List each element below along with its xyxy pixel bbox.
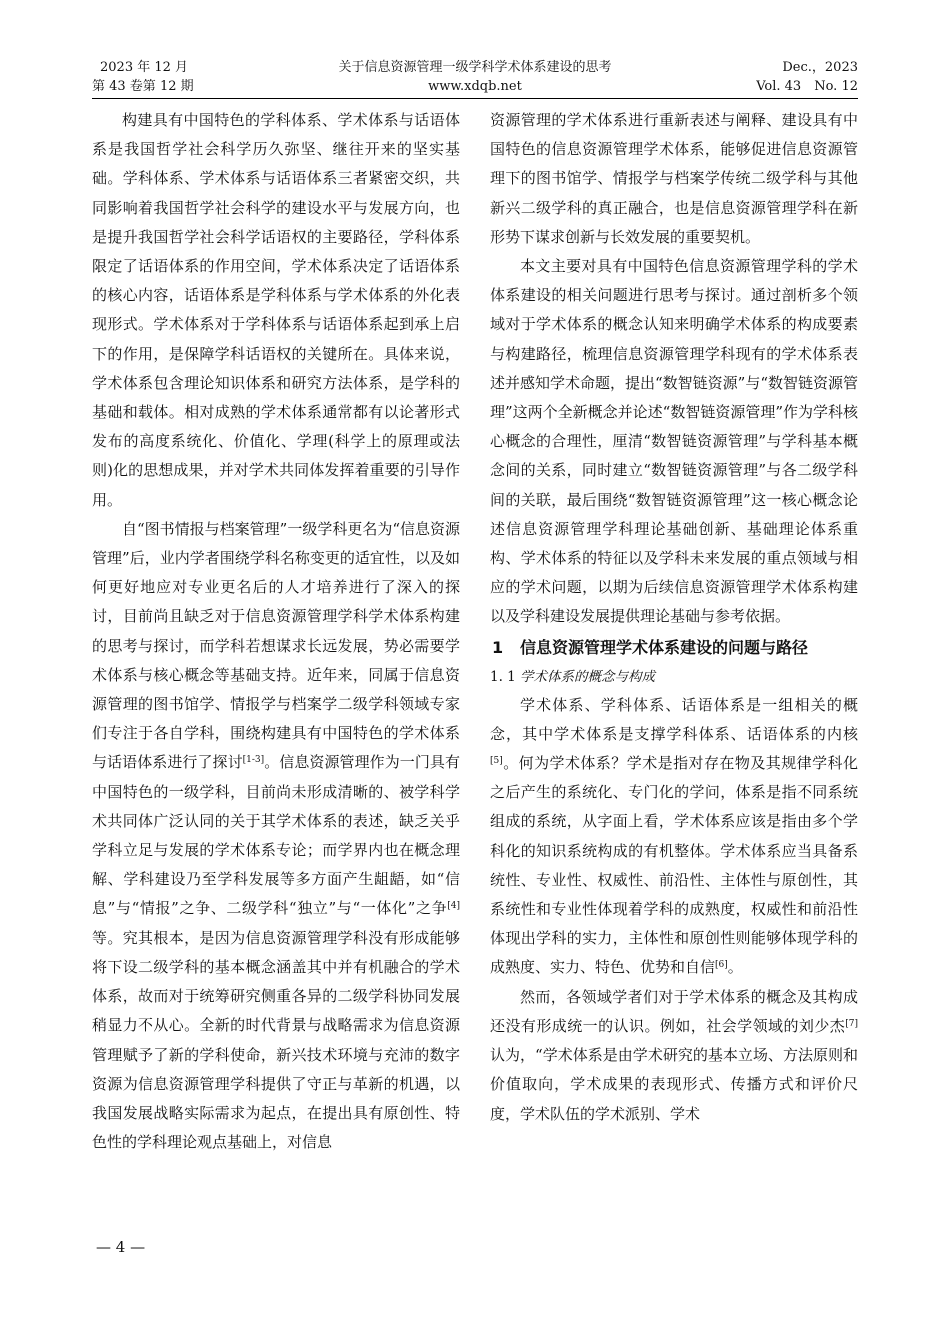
body-paragraph: 本文主要对具有中国特色信息资源管理学科的学术体系建设的相关问题进行思考与探讨。通过剖析多个领域对于学术体系的概念认知来明确学术体系的构成要素与构建路径，梳理信息资源管理学科现有的学术体系表述并感知学术命题，提出“数智链资源”与“数智链资源管理”这两个全新概念并论述“数智链资源管理”作为学科核心概念的合理性，厘清“数智链资源管理”与学科基本概念间的关系，同时建立“数智链资源管理”与各二级学科间的关联，最后围绕“数智链资源管理”这一核心概念论述信息资源管理学科理论基础创新、基础理论体系重构、学术体系的特征以及学科未来发展的重点领域与相应的学术问题，以期为后续信息资源管理学术体系构建以及学科建设发展提供理论基础与参考依据。	[490, 257, 859, 626]
paragraph-text: 。	[727, 958, 743, 977]
body-paragraph: 资源管理的学术体系进行重新表述与阐释、建设具有中国特色的信息资源管理学术体系，能够促进信息资源管理下的图书馆学、情报学与档案学传统二级学科与其他新兴二级学科的真正融合，也是信息资源管理学科在新形势下谋求创新与长效发展的重要契机。	[490, 111, 858, 246]
section-number: 1	[492, 637, 504, 657]
header-website: www.xdqb.net	[428, 79, 522, 94]
page-number: — 4 —	[96, 1238, 146, 1256]
body-paragraph	[92, 515, 460, 1157]
header-rule	[92, 98, 858, 99]
left-column	[92, 106, 460, 1157]
header-right	[756, 58, 858, 96]
header-center	[92, 58, 858, 96]
citation: [1-3]	[242, 755, 265, 766]
header-date-en: Dec.，2023	[782, 60, 858, 75]
paragraph-text: 。何为学术体系？学术是指对存在物及其规律学科化之后产生的系统化、专门化的学问，体系是指不同系统组成的系统，从字面上看，学术体系应该是指由多个学科化的知识系统构成的有机整体。学术体系应当具备系统性、专业性、权威性、前沿性、主体性与原创性，其系统性和专业性体现着学科的成熟度，权威性和前沿性体现出学科的实力，主体性和原创性则能够体现学科的成熟度、实力、特色、优势和自信	[490, 754, 858, 977]
paragraph-text: 学术体系、学科体系、话语体系是一组相关的概念，其中学术体系是支撑学科体系、话语体系的内核	[490, 695, 858, 743]
header-journal-title: 关于信息资源管理一级学科学术体系建设的思考	[338, 60, 612, 75]
header-date-cn: 2023 年 12 月	[100, 60, 189, 75]
paragraph-text: 然而，各领域学者们对于学术体系的概念及其构成还没有形成统一的认识。例如，社会学领域的刘少杰	[490, 987, 858, 1035]
subsection-title: 学术体系的概念与构成	[520, 668, 655, 685]
paragraph-text: 认为，“学术体系是由学术研究的基本立场、方法原则和价值取向，学术成果的表现形式、传播方式和评价尺度，学术队伍的学术派别、学术	[490, 1046, 858, 1123]
section-heading	[490, 632, 858, 663]
body-paragraph	[490, 983, 858, 1129]
subsection-number: 1. 1	[490, 668, 516, 685]
paragraph-text: 自“图书情报与档案管理”一级学科更名为“信息资源管理”后，业内学者围绕学科名称变更的适宜性，以及如何更好地应对专业更名后的人才培养进行了深入的探讨，目前尚且缺乏对于信息资源管理学科学术体系构建的思考与探讨，而学科若想谋求长远发展，势必需要学术体系与核心概念等基础支持。近年来，同属于信息资源管理的图书馆学、情报学与档案学二级学科领域专家们专注于各自学科，围绕构建具有中国特色的学术体系与话语体系进行了探讨	[92, 519, 461, 772]
paragraph-text: 。信息资源管理作为一门具有中国特色的一级学科，目前尚未形成清晰的、被学科学术共同体广泛认同的关于其学术体系的表述，缺乏关乎学科立足与发展的学术体系专论；而学界内也在概念理解、学科建设乃至学科发展等多方面产生龃龉，如“信息”与“情报”之争、二级学科“独立”与“一体化”之争	[92, 753, 460, 918]
citation: [4]	[447, 901, 460, 912]
subsection-heading	[490, 663, 858, 691]
citation: [7]	[845, 1018, 858, 1029]
header-volume-en: Vol. 43 No. 12	[756, 79, 858, 94]
body-paragraph: 构建具有中国特色的学科体系、学术体系与话语体系是我国哲学社会科学历久弥坚、继往开来的坚实基础。学科体系、学术体系与话语体系三者紧密交织，共同影响着我国哲学社会科学的建设水平与发展方向，也是提升我国哲学社会科学话语权的主要路径，学科体系限定了话语体系的作用空间，学术体系决定了话语体系的核心内容，话语体系是学科体系与学术体系的外化表现形式。学术体系对于学科体系与话语体系起到承上启下的作用，是保障学科话语权的关键所在。具体来说，学术体系包含理论知识体系和研究方法体系，是学科的基础和载体。相对成熟的学术体系通常都有以论著形式发布的高度系统化、价值化、学理(科学上的原理或法则)化的思想成果，并对学术共同体发挥着重要的引导作用。	[92, 111, 460, 509]
citation: [5]	[490, 756, 503, 767]
body-paragraph	[490, 691, 858, 983]
right-column	[490, 106, 858, 1129]
running-header	[92, 58, 858, 98]
paragraph-text: 等。究其根本，是因为信息资源管理学科没有形成能够将下设二级学科的基本概念涵盖其中并有机融合的学术体系，故而对于统筹研究侧重各异的二级学科协同发展稍显力不从心。全新的时代背景与战略需求为信息资源管理赋予了新的学科使命，新兴技术环境与充沛的数字资源为信息资源管理学科提供了守正与革新的机遇，以我国发展战略实际需求为起点，在提出具有原创性、特色性的学科理论观点基础上，对信息	[92, 928, 460, 1152]
citation: [6]	[715, 960, 728, 971]
header-volume-cn: 第 43 卷第 12 期	[92, 79, 194, 94]
section-title: 信息资源管理学术体系建设的问题与路径	[520, 637, 809, 657]
